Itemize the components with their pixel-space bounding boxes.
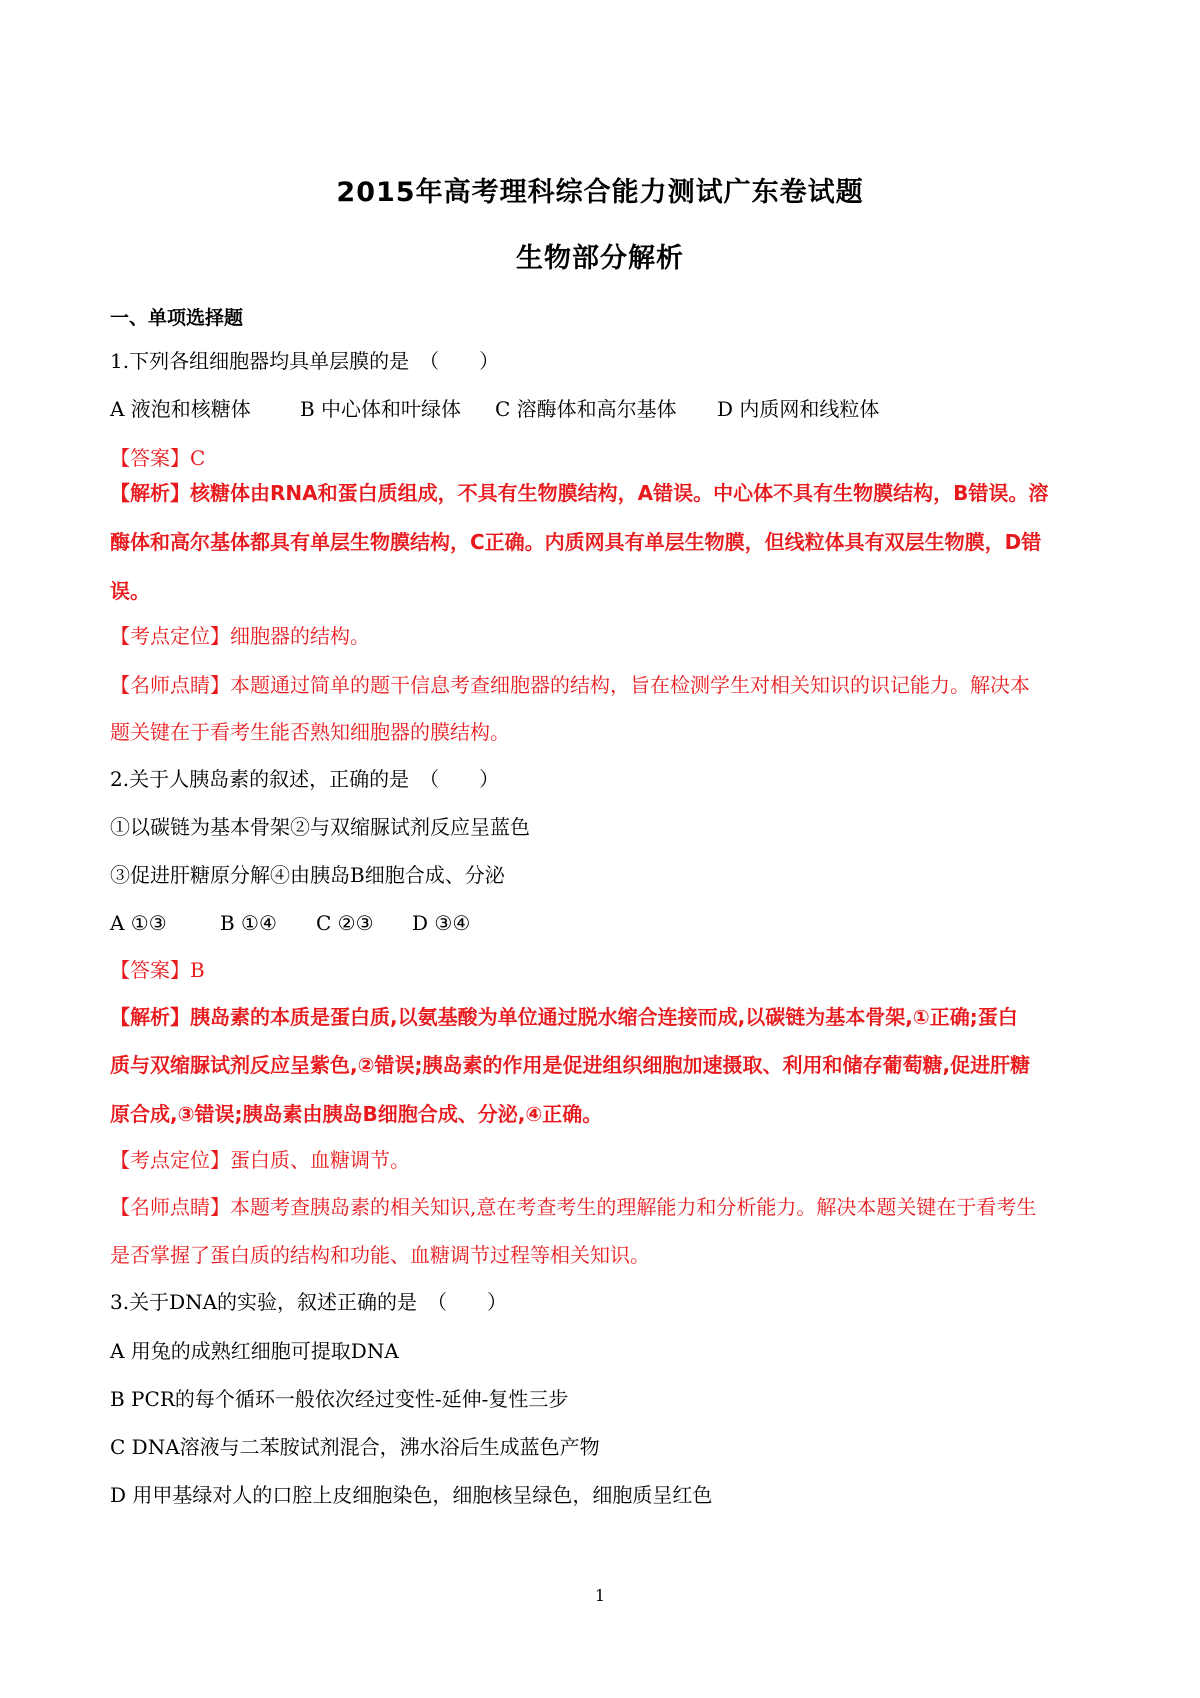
q1-option-a: A 液泡和核糖体 <box>110 397 251 421</box>
q2-stem: 2.关于人胰岛素的叙述，正确的是 （ ） <box>110 767 500 791</box>
q1-option-d: D 内质网和线粒体 <box>717 397 880 421</box>
q2-option-b: B ①④ <box>220 911 277 935</box>
q2-option-d: D ③④ <box>412 911 471 935</box>
q2-analysis-line-3: 原合成,③错误;胰岛素由胰岛B细胞合成、分泌,④正确。 <box>110 1102 603 1126</box>
q2-item-line-2: ③促进肝糖原分解④由胰岛B细胞合成、分泌 <box>110 863 505 887</box>
q2-options <box>110 908 1100 938</box>
q3-option-b: B PCR的每个循环一般依次经过变性-延伸-复性三步 <box>110 1387 569 1411</box>
document-title: 2015年高考理科综合能力测试广东卷试题 <box>336 177 864 208</box>
q2-tip-line-1: 【名师点睛】本题考查胰岛素的相关知识,意在考查考生的理解能力和分析能力。解决本题关键在于看考生 <box>110 1195 1037 1219</box>
q2-answer: 【答案】B <box>110 958 205 982</box>
q2-analysis-line-1: 【解析】胰岛素的本质是蛋白质,以氨基酸为单位通过脱水缩合连接而成,以碳链为基本骨架,①正确;蛋白 <box>110 1005 1018 1029</box>
q1-answer: 【答案】C <box>110 446 206 470</box>
q2-tip-line-2: 是否掌握了蛋白质的结构和功能、血糖调节过程等相关知识。 <box>110 1243 650 1267</box>
q2-option-c: C ②③ <box>316 911 374 935</box>
q2-option-a: A ①③ <box>110 911 167 935</box>
section-heading: 一、单项选择题 <box>110 307 244 329</box>
q1-options <box>110 394 1100 424</box>
q1-analysis-line-3: 误。 <box>110 579 150 603</box>
q1-analysis-line-1: 【解析】核糖体由RNA和蛋白质组成，不具有生物膜结构，A错误。中心体不具有生物膜结构，B错误。溶 <box>110 481 1049 505</box>
q1-option-b: B 中心体和叶绿体 <box>300 397 462 421</box>
q3-option-d: D 用甲基绿对人的口腔上皮细胞染色，细胞核呈绿色，细胞质呈红色 <box>110 1483 713 1507</box>
q1-stem: 1.下列各组细胞器均具单层膜的是 （ ） <box>110 349 500 373</box>
q1-option-c: C 溶酶体和高尔基体 <box>495 397 677 421</box>
q3-option-a: A 用兔的成熟红细胞可提取DNA <box>110 1339 399 1363</box>
q2-exam-point: 【考点定位】蛋白质、血糖调节。 <box>110 1148 410 1172</box>
q2-analysis-line-2: 质与双缩脲试剂反应呈紫色,②错误;胰岛素的作用是促进组织细胞加速摄取、利用和储存葡萄糖,促进肝糖 <box>110 1053 1031 1077</box>
q1-analysis-line-2: 酶体和高尔基体都具有单层生物膜结构，C正确。内质网具有单层生物膜，但线粒体具有双层生物膜，D错 <box>110 530 1042 554</box>
q3-option-c: C DNA溶液与二苯胺试剂混合，沸水浴后生成蓝色产物 <box>110 1435 600 1459</box>
page-number: 1 <box>594 1586 606 1605</box>
q1-tip-line-2: 题关键在于看考生能否熟知细胞器的膜结构。 <box>110 720 510 744</box>
q2-item-line-1: ①以碳链为基本骨架②与双缩脲试剂反应呈蓝色 <box>110 815 530 839</box>
q1-exam-point: 【考点定位】细胞器的结构。 <box>110 624 370 648</box>
document-subtitle: 生物部分解析 <box>516 243 684 274</box>
q3-stem: 3.关于DNA的实验，叙述正确的是 （ ） <box>110 1290 508 1314</box>
q1-tip-line-1: 【名师点睛】本题通过简单的题干信息考查细胞器的结构，旨在检测学生对相关知识的识记能力。解决本 <box>110 673 1030 697</box>
